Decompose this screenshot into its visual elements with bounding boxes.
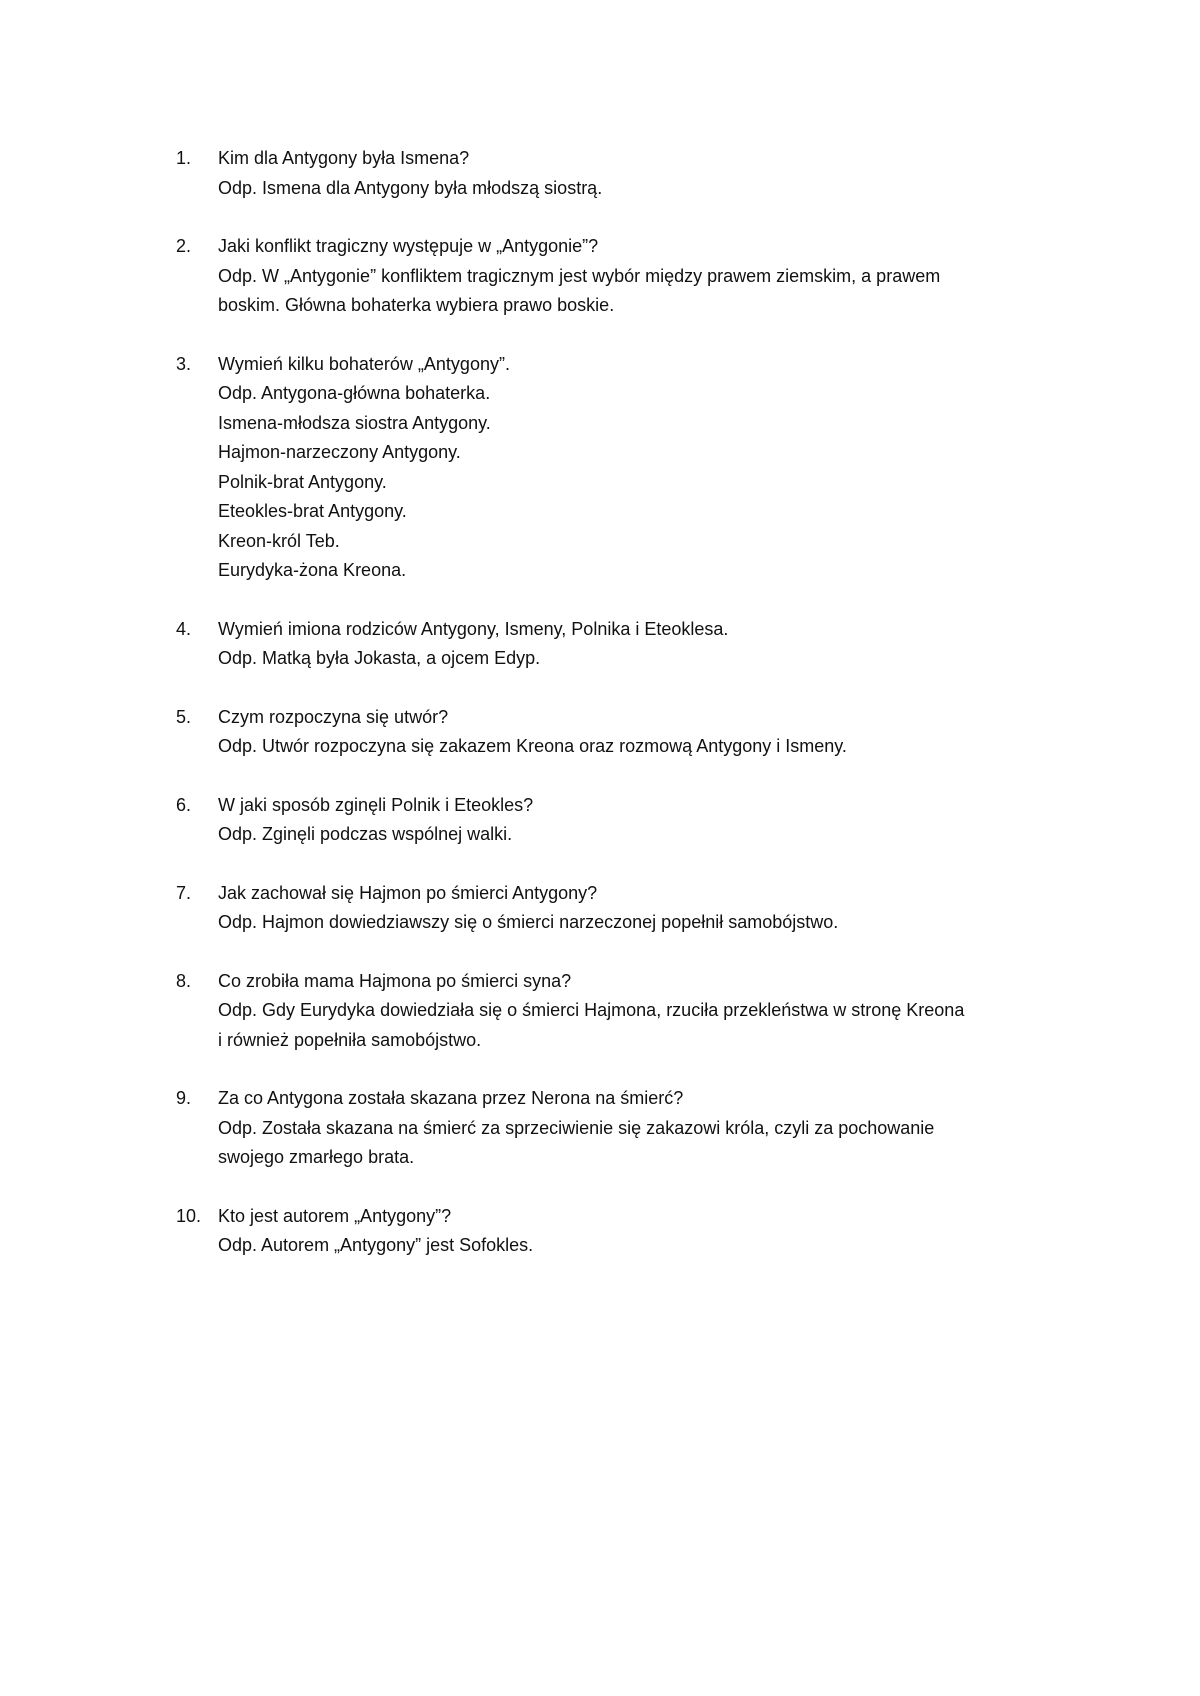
answer-line: Odp. Zginęli podczas wspólnej walki. xyxy=(218,824,513,844)
answer-line: Odp. Autorem „Antygony” jest Sofokles. xyxy=(218,1235,534,1255)
qa-item xyxy=(176,879,1076,938)
answer-line: Polnik-brat Antygony. xyxy=(218,471,387,492)
item-number: 10. xyxy=(176,1205,202,1226)
answer-line: i również popełniła samobójstwo. xyxy=(218,1029,482,1050)
qa-item xyxy=(176,967,1076,1056)
question-text: W jaki sposób zginęli Polnik i Eteokles? xyxy=(218,794,534,815)
item-number: 1. xyxy=(176,148,192,168)
answer-line: Ismena-młodsza siostra Antygony. xyxy=(218,412,491,433)
question-text: Kto jest autorem „Antygony”? xyxy=(218,1205,452,1226)
item-number: 9. xyxy=(176,1088,192,1108)
question-text: Czym rozpoczyna się utwór? xyxy=(218,706,449,727)
question-text: Wymień kilku bohaterów „Antygony”. xyxy=(218,353,510,374)
question-text: Kim dla Antygony była Ismena? xyxy=(218,148,470,168)
answer-line: swojego zmarłego brata. xyxy=(218,1147,415,1167)
qa-item xyxy=(176,1084,1076,1173)
qa-item xyxy=(176,791,1076,850)
qa-item xyxy=(176,350,1076,586)
answer-line: Odp. Została skazana na śmierć za sprzeciwienie się zakazowi króla, czyli za pochowanie xyxy=(218,1117,935,1138)
item-number: 7. xyxy=(176,882,192,903)
answer-line: Odp. Antygona-główna bohaterka. xyxy=(218,383,491,403)
answer-line: Eteokles-brat Antygony. xyxy=(218,501,407,521)
question-text: Jaki konflikt tragiczny występuje w „Antygonie”? xyxy=(218,236,599,256)
answer-line: Odp. Gdy Eurydyka dowiedziała się o śmierci Hajmona, rzuciła przekleństwa w stronę Kreona xyxy=(218,1000,965,1020)
answer-line: Odp. Matką była Jokasta, a ojcem Edyp. xyxy=(218,648,541,668)
question-text: Jak zachował się Hajmon po śmierci Antygony? xyxy=(218,882,598,903)
qa-item xyxy=(176,232,1076,321)
qa-item xyxy=(176,615,1076,674)
item-number: 8. xyxy=(176,970,192,991)
item-number: 5. xyxy=(176,706,192,727)
qa-item xyxy=(176,144,1076,203)
qa-item xyxy=(176,703,1076,762)
question-text: Wymień imiona rodziców Antygony, Ismeny, Polnika i Eteoklesa. xyxy=(218,618,729,639)
qa-item xyxy=(176,1202,1076,1261)
answer-line: Eurydyka-żona Kreona. xyxy=(218,560,407,580)
item-number: 3. xyxy=(176,353,192,374)
item-number: 6. xyxy=(176,794,192,815)
answer-line: Odp. Utwór rozpoczyna się zakazem Kreona oraz rozmową Antygony i Ismeny. xyxy=(218,736,847,756)
answer-line: Kreon-król Teb. xyxy=(218,530,340,551)
answer-line: Hajmon-narzeczony Antygony. xyxy=(218,442,461,462)
answer-line: Odp. Ismena dla Antygony była młodszą siostrą. xyxy=(218,177,603,198)
answer-line: boskim. Główna bohaterka wybiera prawo boskie. xyxy=(218,295,615,315)
answer-line: Odp. Hajmon dowiedziawszy się o śmierci narzeczonej popełnił samobójstwo. xyxy=(218,912,839,932)
question-text: Co zrobiła mama Hajmona po śmierci syna? xyxy=(218,970,572,991)
question-answer-list xyxy=(176,144,1076,1290)
answer-line: Odp. W „Antygonie” konfliktem tragicznym jest wybór między prawem ziemskim, a prawem xyxy=(218,265,941,286)
item-number: 2. xyxy=(176,236,192,256)
question-text: Za co Antygona została skazana przez Nerona na śmierć? xyxy=(218,1088,684,1108)
item-number: 4. xyxy=(176,618,192,639)
